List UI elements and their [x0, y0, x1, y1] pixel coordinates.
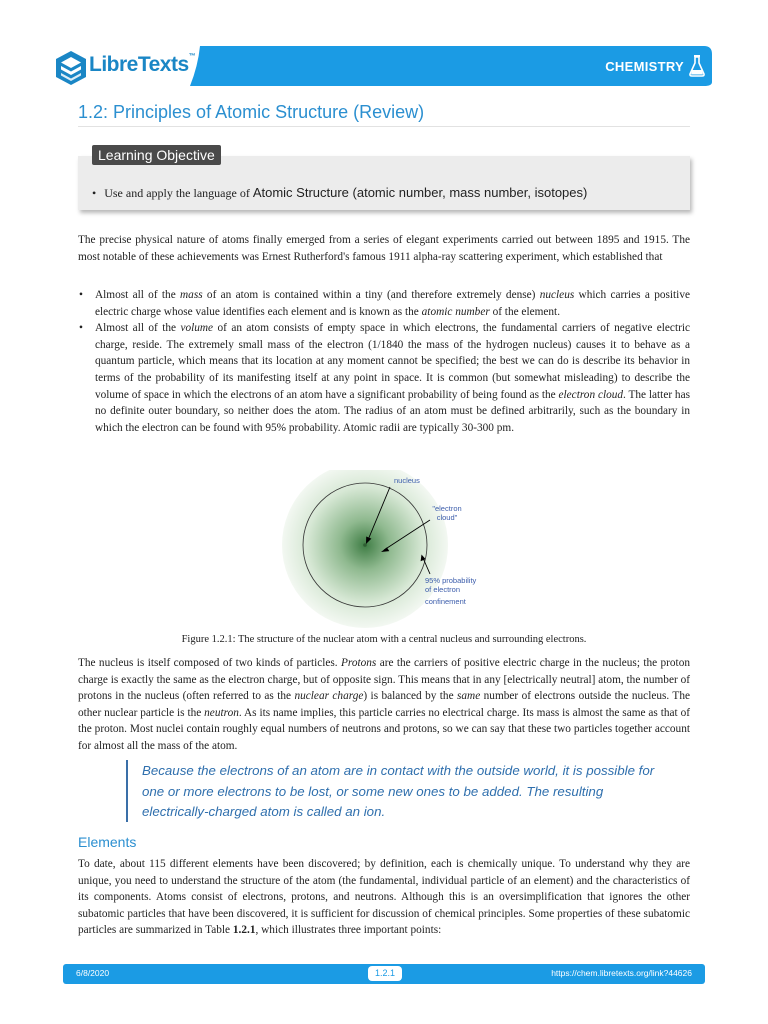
- logo-text: LibreTexts™: [89, 53, 196, 76]
- libretexts-logo[interactable]: [55, 50, 205, 86]
- footer-permalink[interactable]: https://chem.libretexts.org/link?44626: [551, 968, 692, 978]
- bullet-icon: •: [79, 289, 83, 301]
- page-title: 1.2: Principles of Atomic Structure (Review): [78, 102, 425, 122]
- callout-bar: [126, 760, 128, 822]
- page-number-badge: 1.2.1: [368, 966, 402, 981]
- elements-heading: Elements: [78, 834, 137, 850]
- figure-caption: Figure 1.2.1: The structure of the nuclear atom with a central nucleus and surrounding electrons.: [181, 634, 587, 645]
- intro-paragraph: The precise physical nature of atoms finally emerged from a series of elegant experiments carried out between 1895 and 1915. The most notable of these achievements was Ernest Rutherford's famous 1911 alpha-ray scattering experiment, which established that: [78, 234, 690, 263]
- label-probability-3: confinement: [425, 597, 466, 606]
- flask-icon: [688, 54, 706, 78]
- label-electron-cloud-1: "electron: [432, 504, 462, 513]
- title-divider: [78, 126, 690, 127]
- learning-objective-item: • Use and apply the language of Atomic Structure (atomic number, mass number, isotopes): [92, 185, 588, 200]
- learning-objective-tab: Learning Objective: [92, 145, 221, 165]
- nucleus-paragraph: The nucleus is itself composed of two kinds of particles. Protons are the carriers of positive electric charge in the nucleus; the proton charge is exactly the same as the electron charge, but of opposite sign. This means that in any [electrically neutral] atom, the number of protons in the nucleus (often referred to as the nuclear charge) is balanced by the same number of electrons outside the nucleus. The other nuclear particle is the neutron. As its name implies, this particle carries no electrical charge. Its mass is almost the same as that of the proton. Most nuclei contain roughly equal numbers of neutrons and protons, so we can say that these two particles together account for almost all the mass of the atom.: [78, 657, 690, 752]
- atom-structure-figure: [280, 470, 490, 640]
- label-probability-2: of electron: [425, 585, 461, 594]
- subject-label[interactable]: CHEMISTRY: [605, 59, 684, 74]
- label-nucleus: nucleus: [394, 476, 420, 485]
- bullet-icon: •: [79, 322, 83, 335]
- list-item: • Almost all of the mass of an atom is contained within a tiny (and therefore extremely dense) nucleus which carries a positive electric charge whose value identifies each element and is known as the atomic number of the element.: [79, 289, 690, 318]
- footer-date: 6/8/2020: [76, 968, 110, 978]
- rutherford-findings-list: [78, 287, 690, 436]
- electron-cloud: [282, 470, 448, 628]
- ion-callout: Because the electrons of an atom are in contact with the outside world, it is possible for one or more electrons to be lost, or some new ones to be added. The resulting electrically-charged atom is called an ion.: [142, 763, 655, 819]
- list-item: • Almost all of the volume of an atom consists of empty space in which electrons, the fundamental carriers of negative electric charge, reside. The extremely small mass of the electron (1/1840 the mass of the hydrogen nucleus) causes it to behave as a quantum particle, which means that its location at any moment cannot be specified; the best we can do is describe its behavior in terms of the probability of its manifesting itself at any point in space. It is common (but somewhat misleading) to describe the volume of space in which the electrons of an atom have a significant probability of being found as the electron cloud. The latter has no definite outer boundary, so neither does the atom. The radius of an atom must be defined arbitrarily, such as the boundary in which the electron can be found with 95% probability. Atomic radii are typically 30-300 pm.: [79, 322, 690, 434]
- label-probability-1: 95% probability: [425, 576, 477, 585]
- label-electron-cloud-2: cloud": [436, 513, 458, 522]
- libretexts-logo-icon: [55, 50, 87, 86]
- elements-paragraph: To date, about 115 different elements have been discovered; by definition, each is chemically unique. To understand why they are unique, you need to understand the structure of the atom (the fundamental, individual particle of an element) and the characteristics of its components. Atoms consist of electrons, protons, and neutrons. Although this is an oversimplification that ignores the other subatomic particles that have been discovered, it is sufficient for discussion of chemical principles. Some properties of these subatomic particles are summarized in Table 1.2.1, which illustrates three important points:: [78, 858, 690, 937]
- bullet-icon: •: [92, 186, 97, 200]
